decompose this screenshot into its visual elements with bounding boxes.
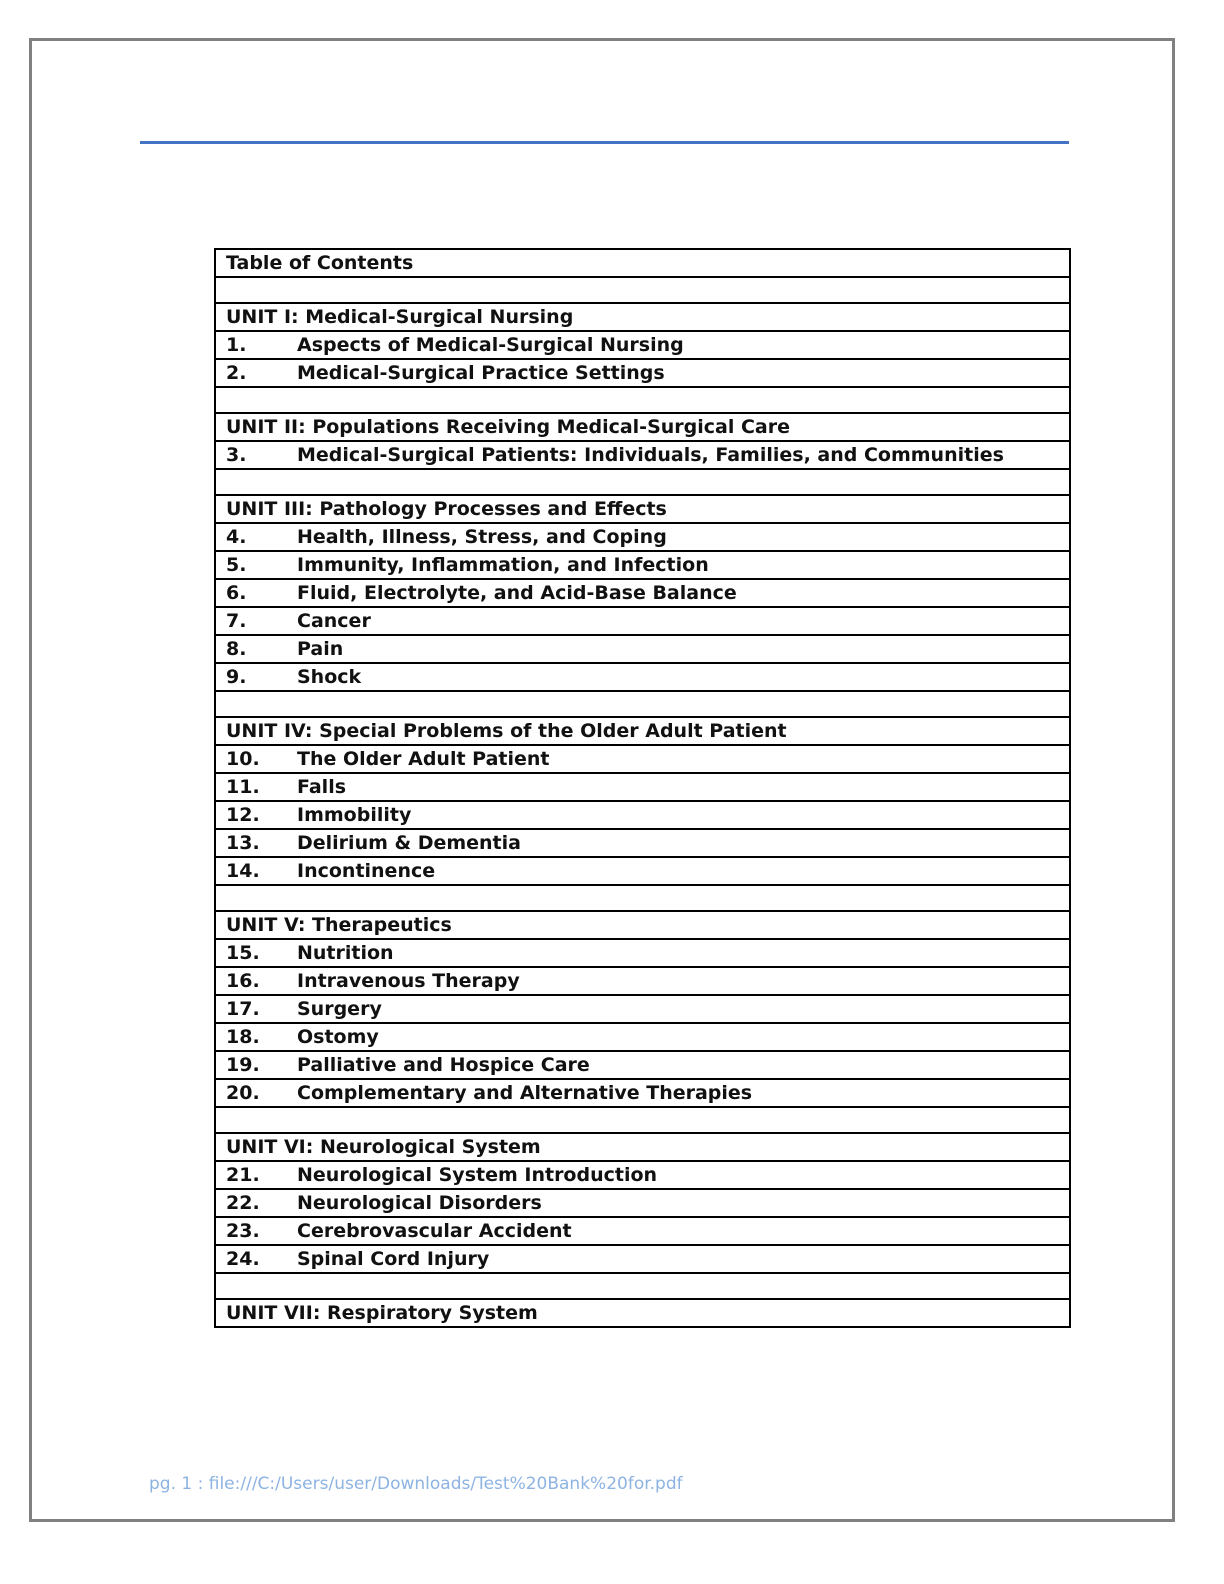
- toc-blank-row: [215, 1273, 1070, 1299]
- toc-cell: [215, 691, 1070, 717]
- chapter-title: Immobility: [297, 804, 412, 826]
- toc-cell: [215, 745, 1070, 773]
- toc-cell: [215, 441, 1070, 469]
- chapter-number: 15.: [226, 942, 260, 964]
- toc-cell: [215, 801, 1070, 829]
- toc-cell: [215, 469, 1070, 495]
- chapter-title: Fluid, Electrolyte, and Acid-Base Balance: [297, 582, 737, 604]
- toc-cell: [215, 829, 1070, 857]
- toc-cell: [215, 1051, 1070, 1079]
- toc-cell: [215, 995, 1070, 1023]
- toc-cell: [215, 359, 1070, 387]
- chapter-title: Health, Illness, Stress, and Coping: [297, 526, 667, 548]
- chapter-number: 6.: [226, 582, 247, 604]
- chapter-title: Incontinence: [297, 860, 436, 882]
- toc-chapter-row: [215, 331, 1070, 359]
- toc-cell: [215, 495, 1070, 523]
- toc-cell: [215, 967, 1070, 995]
- toc-unit-row: [215, 1299, 1070, 1327]
- toc-cell: [215, 857, 1070, 885]
- chapter-title: Intravenous Therapy: [297, 970, 520, 992]
- chapter-number: 13.: [226, 832, 260, 854]
- toc-cell: [215, 1273, 1070, 1299]
- chapter-number: 22.: [226, 1192, 260, 1214]
- toc-cell: [215, 523, 1070, 551]
- unit-heading: UNIT VII: Respiratory System: [226, 1302, 538, 1324]
- toc-cell: [215, 773, 1070, 801]
- toc-cell: [215, 1023, 1070, 1051]
- toc-chapter-row: [215, 857, 1070, 885]
- unit-heading: UNIT VI: Neurological System: [226, 1136, 541, 1158]
- chapter-number: 21.: [226, 1164, 260, 1186]
- chapter-title: Spinal Cord Injury: [297, 1248, 490, 1270]
- toc-chapter-row: [215, 607, 1070, 635]
- chapter-number: 1.: [226, 334, 247, 356]
- toc-cell: [215, 1107, 1070, 1133]
- toc-cell: [215, 1245, 1070, 1273]
- chapter-title: Neurological Disorders: [297, 1192, 542, 1214]
- chapter-title: Ostomy: [297, 1026, 379, 1048]
- toc-blank-row: [215, 387, 1070, 413]
- chapter-title: Surgery: [297, 998, 382, 1020]
- toc-chapter-row: [215, 1217, 1070, 1245]
- chapter-title: The Older Adult Patient: [297, 748, 550, 770]
- toc-cell: [215, 635, 1070, 663]
- toc-cell: [215, 249, 1070, 277]
- toc-chapter-row: [215, 773, 1070, 801]
- toc-cell: [215, 607, 1070, 635]
- toc-title: Table of Contents: [226, 252, 414, 274]
- toc-unit-row: [215, 413, 1070, 441]
- toc-blank-row: [215, 277, 1070, 303]
- toc-cell: [215, 1133, 1070, 1161]
- chapter-number: 9.: [226, 666, 247, 688]
- chapter-title: Falls: [297, 776, 347, 798]
- chapter-number: 19.: [226, 1054, 260, 1076]
- toc-title-row: [215, 249, 1070, 277]
- toc-unit-row: [215, 717, 1070, 745]
- chapter-title: Cancer: [297, 610, 371, 632]
- toc-unit-row: [215, 303, 1070, 331]
- chapter-number: 14.: [226, 860, 260, 882]
- toc-chapter-row: [215, 801, 1070, 829]
- toc-cell: [215, 1079, 1070, 1107]
- chapter-title: Nutrition: [297, 942, 394, 964]
- chapter-title: Medical-Surgical Patients: Individuals, Families, and Communities: [297, 444, 1004, 466]
- toc-chapter-row: [215, 1023, 1070, 1051]
- unit-heading: UNIT II: Populations Receiving Medical-Surgical Care: [226, 416, 790, 438]
- chapter-number: 18.: [226, 1026, 260, 1048]
- toc-blank-row: [215, 1107, 1070, 1133]
- toc-chapter-row: [215, 939, 1070, 967]
- unit-heading: UNIT I: Medical-Surgical Nursing: [226, 306, 574, 328]
- toc-chapter-row: [215, 579, 1070, 607]
- chapter-number: 5.: [226, 554, 247, 576]
- chapter-number: 12.: [226, 804, 260, 826]
- toc-cell: [215, 1161, 1070, 1189]
- toc-cell: [215, 331, 1070, 359]
- toc-cell: [215, 885, 1070, 911]
- chapter-title: Immunity, Inflammation, and Infection: [297, 554, 709, 576]
- toc-chapter-row: [215, 441, 1070, 469]
- toc-body: [215, 249, 1070, 1327]
- toc-chapter-row: [215, 523, 1070, 551]
- chapter-number: 8.: [226, 638, 247, 660]
- chapter-title: Delirium & Dementia: [297, 832, 521, 854]
- page-footer: pg. 1 : file:///C:/Users/user/Downloads/Test%20Bank%20for.pdf: [149, 1474, 683, 1494]
- chapter-title: Neurological System Introduction: [297, 1164, 658, 1186]
- toc-chapter-row: [215, 967, 1070, 995]
- chapter-number: 24.: [226, 1248, 260, 1270]
- toc-cell: [215, 303, 1070, 331]
- toc-chapter-row: [215, 1079, 1070, 1107]
- chapter-title: Medical-Surgical Practice Settings: [297, 362, 665, 384]
- chapter-number: 11.: [226, 776, 260, 798]
- toc-blank-row: [215, 691, 1070, 717]
- toc-cell: [215, 1189, 1070, 1217]
- unit-heading: UNIT III: Pathology Processes and Effects: [226, 498, 667, 520]
- toc-cell: [215, 717, 1070, 745]
- chapter-title: Aspects of Medical-Surgical Nursing: [297, 334, 684, 356]
- toc-cell: [215, 1217, 1070, 1245]
- toc-unit-row: [215, 1133, 1070, 1161]
- chapter-number: 20.: [226, 1082, 260, 1104]
- toc-chapter-row: [215, 635, 1070, 663]
- toc-unit-row: [215, 495, 1070, 523]
- chapter-title: Palliative and Hospice Care: [297, 1054, 590, 1076]
- toc-cell: [215, 387, 1070, 413]
- toc-chapter-row: [215, 995, 1070, 1023]
- unit-heading: UNIT V: Therapeutics: [226, 914, 452, 936]
- toc-cell: [215, 911, 1070, 939]
- header-rule: [140, 141, 1069, 144]
- chapter-number: 17.: [226, 998, 260, 1020]
- toc-chapter-row: [215, 829, 1070, 857]
- toc-chapter-row: [215, 1245, 1070, 1273]
- chapter-number: 23.: [226, 1220, 260, 1242]
- toc-chapter-row: [215, 663, 1070, 691]
- chapter-number: 7.: [226, 610, 247, 632]
- toc-chapter-row: [215, 1161, 1070, 1189]
- toc-chapter-row: [215, 1189, 1070, 1217]
- toc-blank-row: [215, 885, 1070, 911]
- chapter-number: 10.: [226, 748, 260, 770]
- table-of-contents: [214, 248, 1071, 1328]
- toc-cell: [215, 939, 1070, 967]
- chapter-number: 3.: [226, 444, 247, 466]
- toc-chapter-row: [215, 359, 1070, 387]
- chapter-title: Shock: [297, 666, 362, 688]
- toc-chapter-row: [215, 745, 1070, 773]
- toc-cell: [215, 1299, 1070, 1327]
- toc-cell: [215, 551, 1070, 579]
- chapter-number: 2.: [226, 362, 247, 384]
- toc-chapter-row: [215, 551, 1070, 579]
- chapter-number: 4.: [226, 526, 247, 548]
- toc-cell: [215, 663, 1070, 691]
- toc-cell: [215, 277, 1070, 303]
- chapter-number: 16.: [226, 970, 260, 992]
- toc-blank-row: [215, 469, 1070, 495]
- toc-cell: [215, 413, 1070, 441]
- unit-heading: UNIT IV: Special Problems of the Older Adult Patient: [226, 720, 787, 742]
- toc-chapter-row: [215, 1051, 1070, 1079]
- toc-unit-row: [215, 911, 1070, 939]
- chapter-title: Complementary and Alternative Therapies: [297, 1082, 753, 1104]
- chapter-title: Pain: [297, 638, 344, 660]
- chapter-title: Cerebrovascular Accident: [297, 1220, 572, 1242]
- toc-cell: [215, 579, 1070, 607]
